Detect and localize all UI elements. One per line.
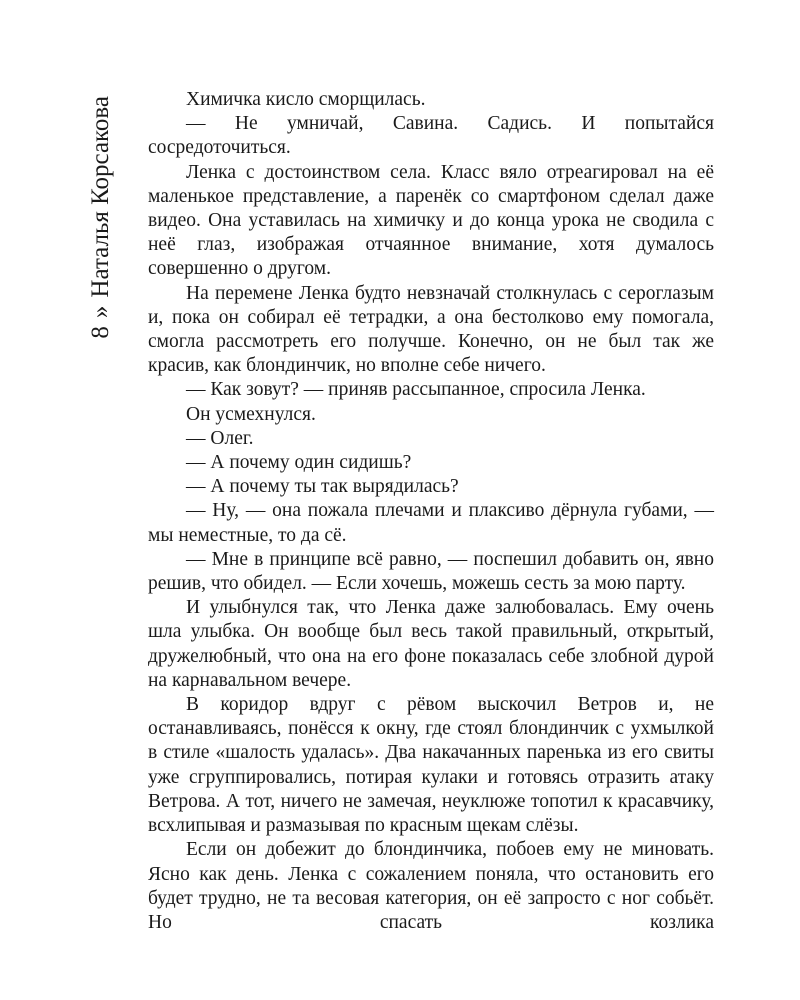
paragraph: Если он добежит до блондинчика, побоев ему не миновать. Ясно как день. Ленка с сожалением поняла, что остановить его будет трудно, не та весовая категория, он её запросто с ног собьёт. Но спасать козлика bbox=[148, 839, 714, 933]
paragraph: Он усмехнулся. bbox=[186, 403, 316, 425]
paragraph: — А почему один сидишь? bbox=[186, 452, 412, 474]
paragraph: В коридор вдруг с рёвом выскочил Ветров и, не останавливаясь, понёсся к окну, где стоял блондинчик с ухмылкой в стиле «шалость удалась». Два накачанных паренька из его свиты уже сгруппировались, потирая кулаки и готовясь отразить атаку Ветрова. А тот, ничего не замечая, неуклюже топотил к красавчику, всхлипывая и размазывая по красным щекам слёзы. bbox=[148, 694, 714, 837]
running-head-author: Наталья Корсакова bbox=[87, 96, 114, 298]
paragraph: — Ну, — она пожала плечами и плаксиво дёрнула губами, — мы неместные, то да сё. bbox=[148, 500, 714, 546]
paragraph: И улыбнулся так, что Ленка даже залюбовалась. Ему очень шла улыбка. Он вообще был весь такой правильный, открытый, дружелюбный, что она на его фоне показалась себе злобной дурой на карнавальном вечере. bbox=[148, 597, 714, 691]
paragraph: Ленка с достоинством села. Класс вяло отреагировал на её маленькое представление, а паренёк со смартфоном сделал даже видео. Она уставилась на химичку и до конца урока не сводила с неё глаз, изображая отчаянное внимание, хотя думалось совершенно о другом. bbox=[148, 161, 714, 280]
paragraph: Химичка кисло сморщилась. bbox=[186, 89, 426, 110]
running-head-separator: » bbox=[87, 305, 114, 319]
page-number: 8 bbox=[87, 326, 114, 339]
paragraph: — Не умничай, Савина. Садись. И попытайся сосредоточиться. bbox=[148, 113, 714, 159]
paragraph: На перемене Ленка будто невзначай столкнулась с сероглазым и, пока он собирал её тетрадки, а она бестолково ему помогала, смогла рассмотреть его получше. Конечно, он не был так же красив, как блондинчик, но вполне себе ничего. bbox=[148, 282, 714, 377]
page-body bbox=[148, 88, 714, 935]
paragraph: — Как зовут? — приняв рассыпанное, спросила Ленка. bbox=[186, 379, 646, 401]
paragraph: — Олег. bbox=[186, 427, 254, 449]
running-head bbox=[86, 96, 116, 339]
paragraph: — А почему ты так вырядилась? bbox=[186, 476, 459, 498]
paragraph: — Мне в принципе всё равно, — поспешил добавить он, явно решив, что обидел. — Если хочешь, можешь сесть за мою парту. bbox=[148, 548, 714, 595]
